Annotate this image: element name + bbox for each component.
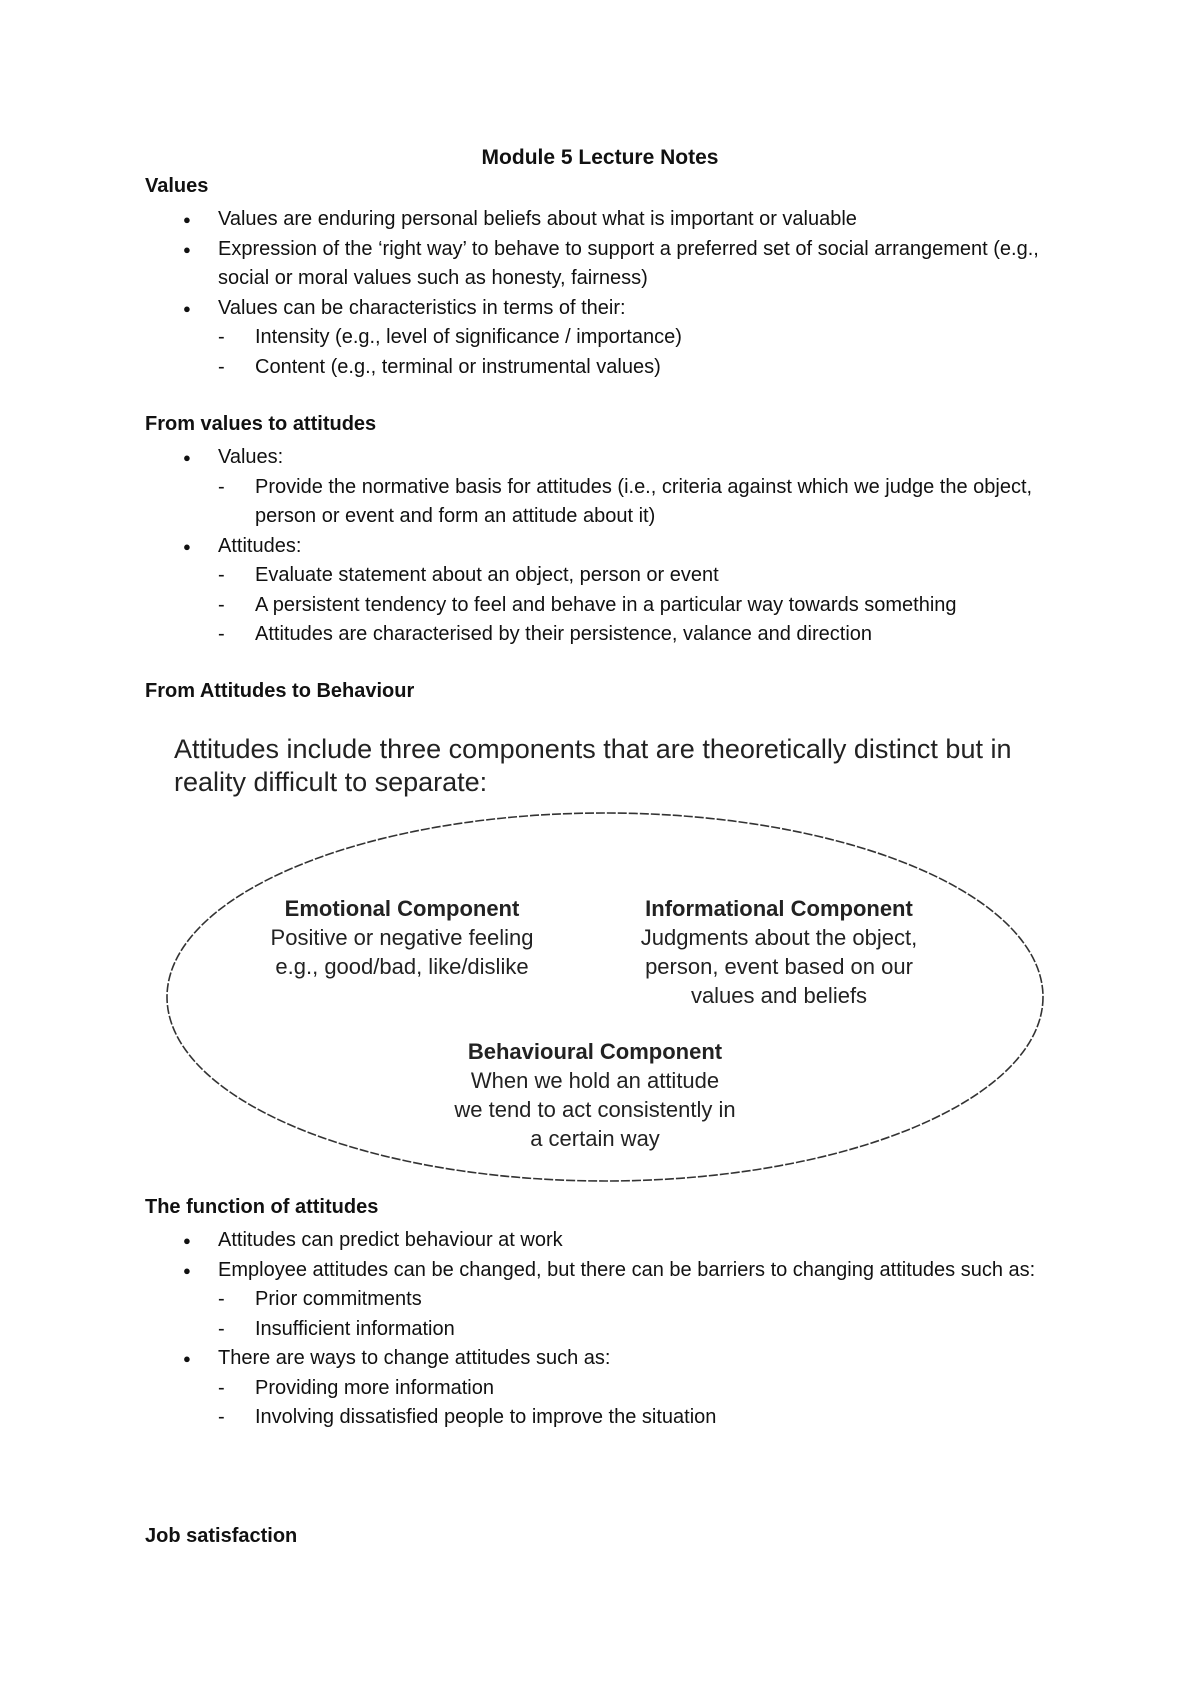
behavioural-component-line: When we hold an attitude [470, 1068, 720, 1093]
informational-component-line: person, event based on our [645, 954, 913, 979]
list-item-text: There are ways to change attitudes such as: [218, 1347, 611, 1369]
sub-list-item: - Provide the normative basis for attitudes (i.e., criteria against which we judge the object, person or event and form an attitude about it) [218, 473, 1075, 532]
barriers-sub-list [218, 1285, 1075, 1344]
sub-list-item: - Insufficient information [218, 1315, 1075, 1345]
attitude-components-diagram [165, 810, 1045, 1185]
informational-component-line: values and beliefs [690, 983, 868, 1008]
list-item: ● Values are enduring personal beliefs about what is important or valuable [145, 205, 1075, 235]
list-item-text: Employee attitudes can be changed, but there can be barriers to changing attitudes such as: [218, 1258, 1036, 1281]
behavioural-component-title: Behavioural Component [467, 1039, 723, 1064]
attitudes-sub-list [218, 561, 1075, 650]
informational-component [619, 894, 939, 1010]
list-item [145, 1344, 1075, 1433]
values-list [145, 205, 1075, 382]
sub-list-item: - Evaluate statement about an object, person or event [218, 561, 1075, 591]
list-item [145, 1256, 1075, 1345]
list-item [145, 443, 1075, 532]
informational-component-line: Judgments about the object, [640, 925, 918, 950]
function-of-attitudes-heading: The function of attitudes [145, 1196, 379, 1218]
behavioural-component-line: a certain way [530, 1126, 660, 1151]
list-item-text: Values can be characteristics in terms of their: [218, 296, 626, 319]
sub-list-item: - Prior commitments [218, 1285, 1075, 1315]
informational-component-title: Informational Component [645, 896, 913, 921]
list-item [145, 294, 1075, 383]
list-item-text: Values: [218, 446, 284, 468]
sub-list-item: - A persistent tendency to feel and behave in a particular way towards something [218, 591, 1075, 621]
sub-list-item: - Attitudes are characterised by their persistence, valance and direction [218, 620, 1075, 650]
values-sub-list [218, 473, 1075, 532]
emotional-component-title: Emotional Component [284, 896, 520, 921]
sub-list-item: - Intensity (e.g., level of significance / importance) [218, 323, 1075, 353]
emotional-component [257, 894, 547, 981]
diagram-caption: Attitudes include three components that are theoretically distinct but in reality difficult to separate: [174, 734, 1012, 797]
list-item-text: Attitudes: [218, 534, 302, 557]
attitudes-to-behaviour-heading: From Attitudes to Behaviour [145, 680, 415, 702]
values-sub-list [218, 323, 1075, 382]
emotional-component-line: e.g., good/bad, like/dislike [275, 954, 529, 979]
list-item: ● Attitudes can predict behaviour at work [145, 1226, 1075, 1256]
ways-sub-list [218, 1374, 1075, 1433]
document-title: Module 5 Lecture Notes [481, 146, 719, 169]
sub-list-item: - Involving dissatisfied people to improve the situation [218, 1403, 1075, 1433]
sub-list-item: - Content (e.g., terminal or instrumental values) [218, 353, 1075, 383]
sub-list-item: - Providing more information [218, 1374, 1075, 1404]
values-to-attitudes-heading: From values to attitudes [145, 413, 377, 435]
list-item [145, 532, 1075, 650]
values-heading: Values [145, 175, 209, 197]
function-of-attitudes-list [145, 1226, 1075, 1433]
list-item: ● Expression of the ‘right way’ to behave to support a preferred set of social arrangement (e.g., social or moral values such as honesty, fairness) [145, 235, 1075, 294]
emotional-component-line: Positive or negative feeling [270, 925, 534, 950]
job-satisfaction-heading: Job satisfaction [145, 1525, 298, 1547]
values-to-attitudes-list [145, 443, 1075, 650]
behavioural-component [425, 1037, 765, 1153]
behavioural-component-line: we tend to act consistently in [454, 1097, 736, 1122]
